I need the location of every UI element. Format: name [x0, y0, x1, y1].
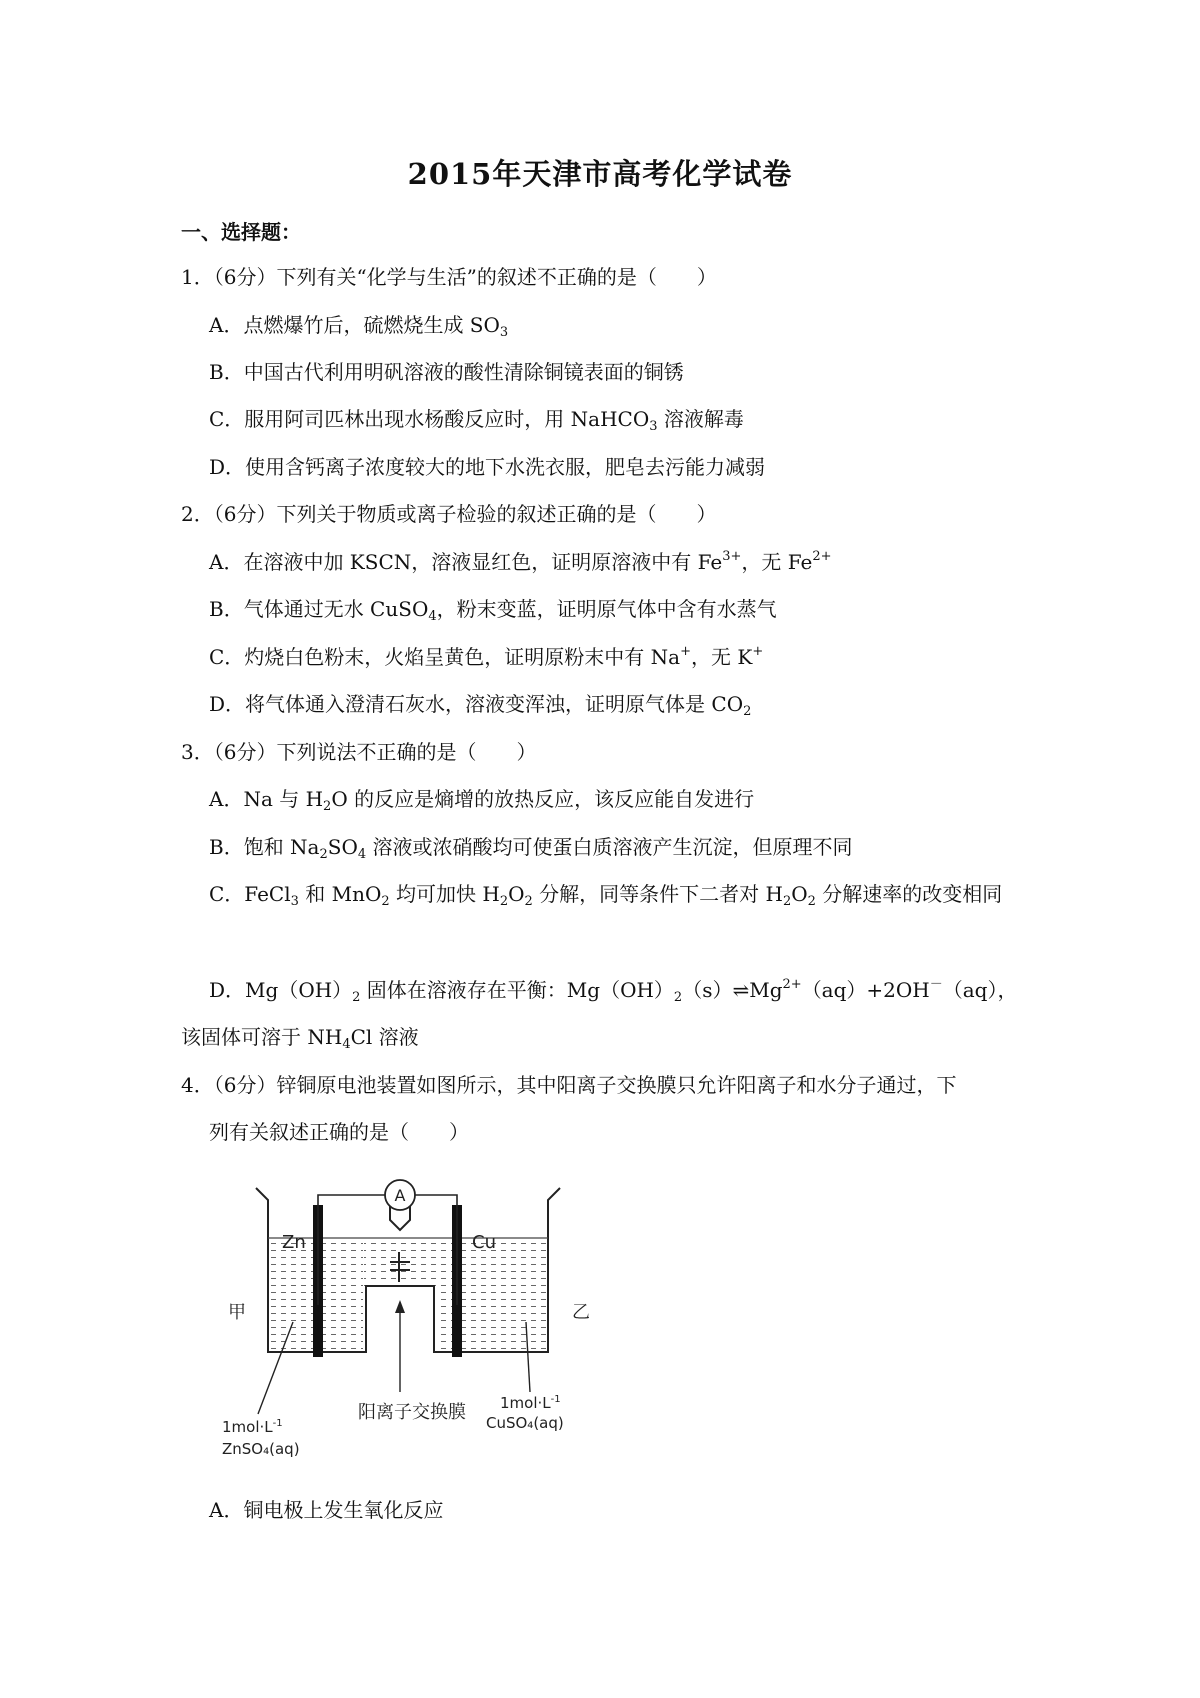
- q2-option-a: A．在溶液中加 KSCN，溶液显红色，证明原溶液中有 $Fe^{3+}$，无 $Fe^{2+}$: [209, 549, 832, 574]
- zn-label: Zn: [282, 1232, 306, 1253]
- q2-stem: 2．（6分）下列关于物质或离子检验的叙述正确的是（ ）: [181, 502, 717, 526]
- q1-option-c: C．服用阿司匹林出现水杨酸反应时，用 NaHCO$_3$ 溶液解毒: [209, 407, 744, 434]
- q1-stem: 1．（6分）下列有关“化学与生活”的叙述不正确的是（ ）: [181, 265, 717, 289]
- q2-option-d: D．将气体通入澄清石灰水，溶液变浑浊，证明原气体是 $CO_2$: [209, 692, 752, 719]
- left-cell-label: 甲: [228, 1302, 246, 1323]
- q1-option-d: D．使用含钙离子浓度较大的地下水洗衣服，肥皂去污能力减弱: [209, 455, 766, 479]
- q2-option-b: B．气体通过无水 CuSO$_4$，粉末变蓝，证明原气体中含有水蒸气: [209, 597, 777, 624]
- q1-option-b: B．中国古代利用明矾溶液的酸性清除铜镜表面的铜锈: [209, 360, 684, 384]
- galvanic-cell-diagram: [200, 1170, 640, 1470]
- q3-option-a: A．Na 与 $H_2O$ 的反应是熵增的放热反应，该反应能自发进行: [209, 787, 755, 814]
- right-concentration: $1mol\cdot L^{-1}$: [500, 1394, 561, 1412]
- q3-option-d-continued: 该固体可溶于 $NH_4Cl$ 溶液: [181, 1025, 419, 1052]
- q4-option-a: A．铜电极上发生氧化反应: [209, 1498, 444, 1522]
- right-cell-label: 乙: [572, 1302, 590, 1323]
- q2-option-c: C．灼烧白色粉末，火焰呈黄色，证明原粉末中有 Na+，无 K+: [209, 644, 764, 669]
- q4-stem-line1: 4．（6分）锌铜原电池装置如图所示，其中阳离子交换膜只允许阳离子和水分子通过，下: [181, 1073, 957, 1097]
- ammeter-label: A: [394, 1186, 406, 1205]
- q3-stem: 3．（6分）下列说法不正确的是（ ）: [181, 740, 537, 764]
- section-heading: 一、选择题：: [181, 220, 301, 244]
- membrane-arrow-icon: [395, 1300, 405, 1313]
- q3-option-c: C．FeCl$_3$ 和 MnO$_2$ 均可加快 $H_2O_2$ 分解，同等条件下二者对 $H_2O_2$ 分解速率的改变相同: [209, 882, 1003, 909]
- page-title: 2015年天津市高考化学试卷: [407, 157, 793, 191]
- cu-label: Cu: [472, 1232, 496, 1253]
- left-solution-label: ZnSO₄(aq): [222, 1440, 300, 1458]
- q3-option-b: B．饱和 $Na_2SO_4$ 溶液或浓硝酸均可使蛋白质溶液产生沉淀，但原理不同: [209, 835, 853, 862]
- right-solution-label: CuSO₄(aq): [486, 1414, 564, 1432]
- q3-option-d: D．$Mg(OH)_2$ 固体在溶液存在平衡：$Mg(OH)_2(s)\rightleftharpoons Mg^{2+}(aq)+2OH^-(aq)$，: [209, 977, 1018, 1005]
- membrane-label: 阳离子交换膜: [358, 1402, 466, 1423]
- left-concentration: $1mol\cdot L^{-1}$: [222, 1418, 283, 1436]
- q4-stem-line2: 列有关叙述正确的是（ ）: [209, 1120, 469, 1144]
- q1-option-a: A．点燃爆竹后，硫燃烧生成 $SO_3$: [209, 313, 509, 340]
